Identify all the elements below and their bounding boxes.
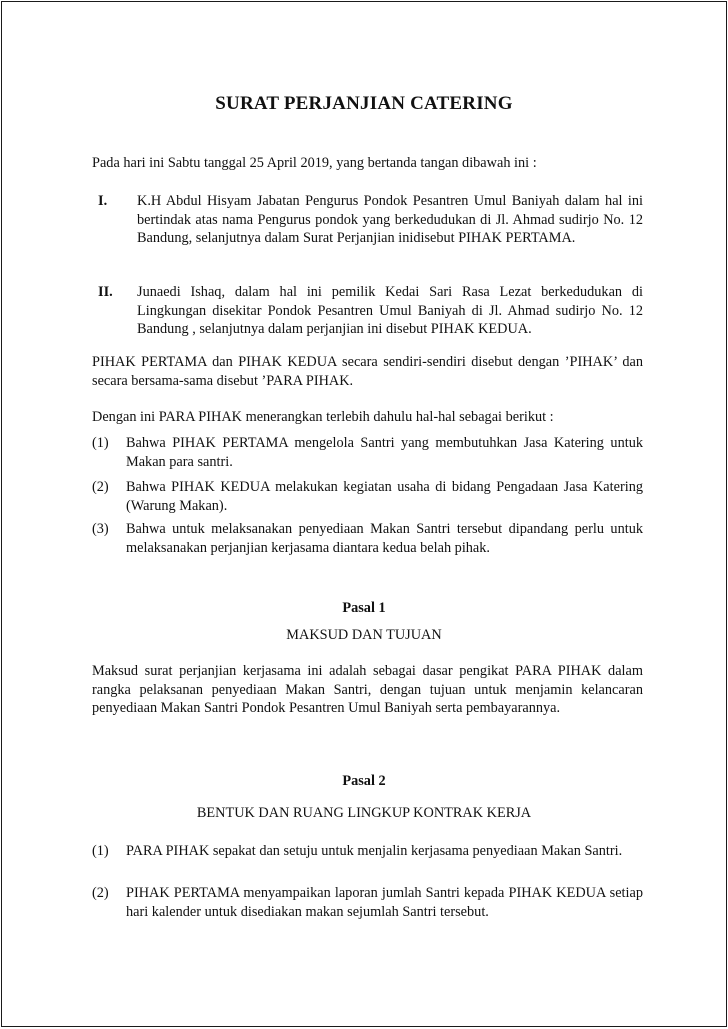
pasal-1-subheading: MAKSUD DAN TUJUAN [286, 627, 442, 643]
preamble-item-2-text: Bahwa PIHAK KEDUA melakukan kegiatan usaha di bidang Pengadaan Jasa Katering (Warung Makan). [126, 479, 643, 514]
preamble-item-1-label: (1) [92, 435, 109, 451]
party-1-text: K.H Abdul Hisyam Jabatan Pengurus Pondok Pesantren Umul Baniyah dalam hal ini bertindak atas nama Pengurus pondok yang berkedudukan di Jl. Ahmad sudirjo No. 12 Bandung, selanjutnya dalam Surat Perjanjian inidisebut PIHAK PERTAMA. [137, 193, 643, 246]
preamble-intro: Dengan ini PARA PIHAK menerangkan terlebih dahulu hal-hal sebagai berikut : [92, 409, 554, 425]
pasal-2-subheading: BENTUK DAN RUANG LINGKUP KONTRAK KERJA [196, 805, 532, 821]
party-2-text: Junaedi Ishaq, dalam hal ini pemilik Kedai Sari Rasa Lezat berkedudukan di Lingkungan disekitar Pondok Pesantren Umul Baniyah di Jl. Ahmad sudirjo No. 12 Bandung , selanjutnya dalam perjanjian ini disebut PIHAK KEDUA. [137, 284, 643, 337]
pasal-2-item-1-label: (1) [92, 843, 109, 859]
party-1-label: I. [98, 193, 108, 209]
pasal-1-heading: Pasal 1 [342, 600, 386, 616]
pasal-2-heading: Pasal 2 [342, 773, 386, 789]
preamble-item-3-label: (3) [92, 521, 109, 537]
preamble-item-1-text: Bahwa PIHAK PERTAMA mengelola Santri yang membutuhkan Jasa Katering untuk Makan para santri. [126, 435, 643, 470]
preamble-item-2-label: (2) [92, 479, 109, 495]
pasal-1-text: Maksud surat perjanjian kerjasama ini adalah sebagai dasar pengikat PARA PIHAK dalam rangka pelaksanan penyediaan Makan Santri, dengan tujuan untuk menjamin kelancaran penyediaan Makan Santri Pondok Pesantren Umul Baniyah serta pembayarannya. [92, 663, 643, 716]
collective-paragraph: PIHAK PERTAMA dan PIHAK KEDUA secara sendiri-sendiri disebut dengan ’PIHAK’ dan secara bersama-sama disebut ’PARA PIHAK. [92, 354, 643, 389]
pasal-2-item-1-text: PARA PIHAK sepakat dan setuju untuk menjalin kerjasama penyediaan Makan Santri. [126, 843, 623, 859]
pasal-2-item-2-label: (2) [92, 885, 109, 901]
document-title: SURAT PERJANJIAN CATERING [215, 93, 513, 114]
party-2-label: II. [98, 284, 113, 300]
pasal-2-item-2-text: PIHAK PERTAMA menyampaikan laporan jumlah Santri kepada PIHAK KEDUA setiap hari kalender untuk disediakan makan sejumlah Santri tersebut. [126, 885, 643, 920]
document-page [1, 1, 727, 1027]
intro-paragraph: Pada hari ini Sabtu tanggal 25 April 2019, yang bertanda tangan dibawah ini : [92, 155, 537, 171]
preamble-item-3-text: Bahwa untuk melaksanakan penyediaan Makan Santri tersebut dipandang perlu untuk melaksanakan perjanjian kerjasama diantara kedua belah pihak. [126, 521, 643, 556]
